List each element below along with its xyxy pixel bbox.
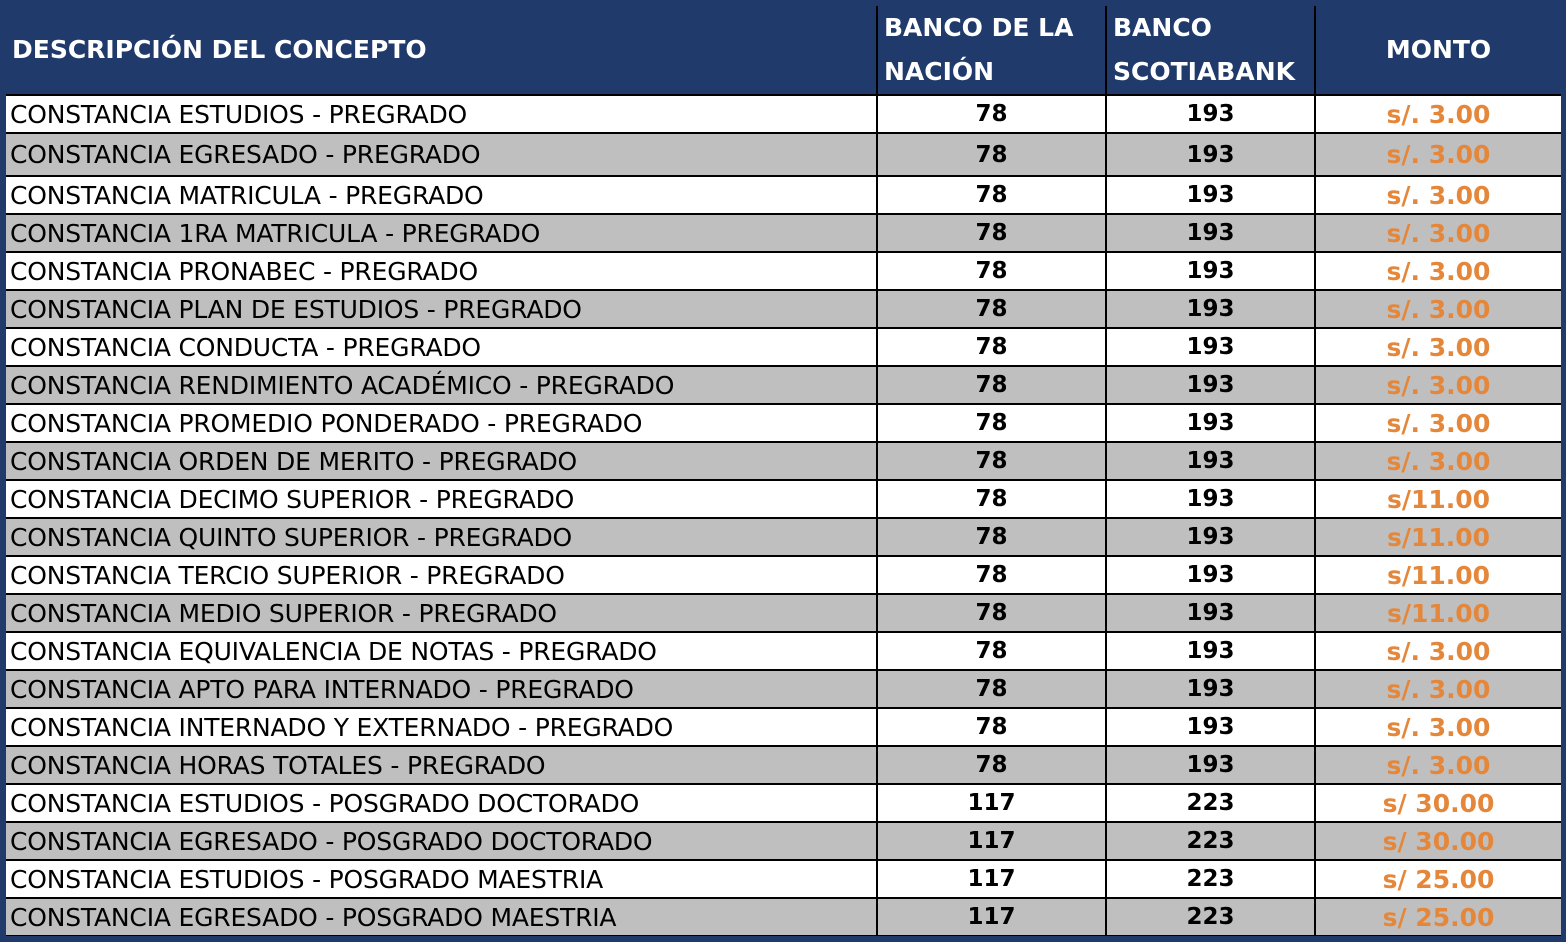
concept-cell: CONSTANCIA EGRESADO - PREGRADO	[6, 133, 877, 176]
banco-nacion-code-cell: 78	[877, 442, 1106, 480]
table-row	[6, 366, 1561, 404]
table-row	[6, 133, 1561, 176]
banco-nacion-code-cell: 78	[877, 670, 1106, 708]
scotiabank-code-cell: 223	[1106, 822, 1315, 860]
header-scotiabank-line1: BANCO	[1113, 13, 1212, 42]
table-row	[6, 518, 1561, 556]
table-row	[6, 594, 1561, 632]
header-scotiabank-line2: SCOTIABANK	[1113, 57, 1296, 86]
concept-cell: CONSTANCIA EGRESADO - POSGRADO DOCTORADO	[6, 822, 877, 860]
banco-nacion-code-cell: 78	[877, 133, 1106, 176]
monto-cell: s/ 30.00	[1315, 784, 1561, 822]
banco-nacion-code-cell: 78	[877, 632, 1106, 670]
table-body	[6, 95, 1561, 936]
banco-nacion-code-cell: 78	[877, 708, 1106, 746]
monto-cell: s/ 30.00	[1315, 822, 1561, 860]
monto-cell: s/. 3.00	[1315, 95, 1561, 133]
monto-cell: s/. 3.00	[1315, 366, 1561, 404]
banco-nacion-code-cell: 78	[877, 594, 1106, 632]
concept-cell: CONSTANCIA TERCIO SUPERIOR - PREGRADO	[6, 556, 877, 594]
concept-cell: CONSTANCIA DECIMO SUPERIOR - PREGRADO	[6, 480, 877, 518]
table-row	[6, 176, 1561, 214]
table-row	[6, 214, 1561, 252]
header-banco-nacion-line2: NACIÓN	[884, 57, 995, 86]
monto-cell: s/ 25.00	[1315, 898, 1561, 936]
scotiabank-code-cell: 193	[1106, 442, 1315, 480]
concept-cell: CONSTANCIA QUINTO SUPERIOR - PREGRADO	[6, 518, 877, 556]
scotiabank-code-cell: 193	[1106, 708, 1315, 746]
table-row	[6, 670, 1561, 708]
monto-cell: s/11.00	[1315, 480, 1561, 518]
scotiabank-code-cell: 193	[1106, 133, 1315, 176]
scotiabank-code-cell: 193	[1106, 95, 1315, 133]
concept-cell: CONSTANCIA PROMEDIO PONDERADO - PREGRADO	[6, 404, 877, 442]
concept-cell: CONSTANCIA ESTUDIOS - PREGRADO	[6, 95, 877, 133]
banco-nacion-code-cell: 78	[877, 95, 1106, 133]
table-row	[6, 290, 1561, 328]
concept-cell: CONSTANCIA HORAS TOTALES - PREGRADO	[6, 746, 877, 784]
concept-cell: CONSTANCIA ESTUDIOS - POSGRADO DOCTORADO	[6, 784, 877, 822]
header-banco-nacion-line1: BANCO DE LA	[884, 13, 1074, 42]
monto-cell: s/11.00	[1315, 518, 1561, 556]
concept-cell: CONSTANCIA PLAN DE ESTUDIOS - PREGRADO	[6, 290, 877, 328]
banco-nacion-code-cell: 78	[877, 290, 1106, 328]
banco-nacion-code-cell: 78	[877, 366, 1106, 404]
monto-cell: s/. 3.00	[1315, 442, 1561, 480]
banco-nacion-code-cell: 78	[877, 518, 1106, 556]
concept-cell: CONSTANCIA INTERNADO Y EXTERNADO - PREGRADO	[6, 708, 877, 746]
monto-cell: s/11.00	[1315, 556, 1561, 594]
header-banco-nacion	[877, 6, 1106, 95]
monto-cell: s/. 3.00	[1315, 176, 1561, 214]
scotiabank-code-cell: 193	[1106, 518, 1315, 556]
scotiabank-code-cell: 193	[1106, 366, 1315, 404]
scotiabank-code-cell: 193	[1106, 404, 1315, 442]
monto-cell: s/11.00	[1315, 594, 1561, 632]
table-row	[6, 95, 1561, 133]
concept-cell: CONSTANCIA ESTUDIOS - POSGRADO MAESTRIA	[6, 860, 877, 898]
table-row	[6, 860, 1561, 898]
banco-nacion-code-cell: 78	[877, 746, 1106, 784]
table-header-row	[6, 6, 1561, 95]
table-row	[6, 746, 1561, 784]
scotiabank-code-cell: 223	[1106, 898, 1315, 936]
scotiabank-code-cell: 193	[1106, 214, 1315, 252]
concept-cell: CONSTANCIA CONDUCTA - PREGRADO	[6, 328, 877, 366]
monto-cell: s/. 3.00	[1315, 746, 1561, 784]
banco-nacion-code-cell: 117	[877, 860, 1106, 898]
monto-cell: s/. 3.00	[1315, 632, 1561, 670]
table-row	[6, 784, 1561, 822]
table-row	[6, 708, 1561, 746]
scotiabank-code-cell: 193	[1106, 746, 1315, 784]
table-row	[6, 328, 1561, 366]
scotiabank-code-cell: 223	[1106, 860, 1315, 898]
monto-cell: s/. 3.00	[1315, 133, 1561, 176]
monto-cell: s/. 3.00	[1315, 214, 1561, 252]
banco-nacion-code-cell: 78	[877, 480, 1106, 518]
banco-nacion-code-cell: 78	[877, 328, 1106, 366]
banco-nacion-code-cell: 78	[877, 214, 1106, 252]
header-description: DESCRIPCIÓN DEL CONCEPTO	[6, 6, 877, 95]
concept-cell: CONSTANCIA EQUIVALENCIA DE NOTAS - PREGRADO	[6, 632, 877, 670]
table-row	[6, 442, 1561, 480]
scotiabank-code-cell: 193	[1106, 556, 1315, 594]
table-row	[6, 252, 1561, 290]
fee-table	[6, 6, 1561, 936]
header-scotiabank	[1106, 6, 1315, 95]
concept-cell: CONSTANCIA RENDIMIENTO ACADÉMICO - PREGRADO	[6, 366, 877, 404]
concept-cell: CONSTANCIA PRONABEC - PREGRADO	[6, 252, 877, 290]
scotiabank-code-cell: 193	[1106, 594, 1315, 632]
concept-cell: CONSTANCIA EGRESADO - POSGRADO MAESTRIA	[6, 898, 877, 936]
monto-cell: s/. 3.00	[1315, 404, 1561, 442]
concept-cell: CONSTANCIA 1RA MATRICULA - PREGRADO	[6, 214, 877, 252]
table-row	[6, 556, 1561, 594]
scotiabank-code-cell: 223	[1106, 784, 1315, 822]
scotiabank-code-cell: 193	[1106, 328, 1315, 366]
scotiabank-code-cell: 193	[1106, 176, 1315, 214]
monto-cell: s/. 3.00	[1315, 290, 1561, 328]
table-row	[6, 404, 1561, 442]
concept-cell: CONSTANCIA MATRICULA - PREGRADO	[6, 176, 877, 214]
scotiabank-code-cell: 193	[1106, 670, 1315, 708]
header-monto: MONTO	[1315, 6, 1561, 95]
monto-cell: s/ 25.00	[1315, 860, 1561, 898]
table-row	[6, 898, 1561, 936]
banco-nacion-code-cell: 78	[877, 556, 1106, 594]
table-row	[6, 632, 1561, 670]
scotiabank-code-cell: 193	[1106, 252, 1315, 290]
table-row	[6, 822, 1561, 860]
concept-cell: CONSTANCIA MEDIO SUPERIOR - PREGRADO	[6, 594, 877, 632]
banco-nacion-code-cell: 117	[877, 898, 1106, 936]
scotiabank-code-cell: 193	[1106, 632, 1315, 670]
fee-table-frame	[6, 6, 1561, 936]
monto-cell: s/. 3.00	[1315, 670, 1561, 708]
scotiabank-code-cell: 193	[1106, 290, 1315, 328]
monto-cell: s/. 3.00	[1315, 252, 1561, 290]
monto-cell: s/. 3.00	[1315, 328, 1561, 366]
banco-nacion-code-cell: 117	[877, 822, 1106, 860]
table-row	[6, 480, 1561, 518]
banco-nacion-code-cell: 78	[877, 176, 1106, 214]
monto-cell: s/. 3.00	[1315, 708, 1561, 746]
banco-nacion-code-cell: 78	[877, 252, 1106, 290]
scotiabank-code-cell: 193	[1106, 480, 1315, 518]
concept-cell: CONSTANCIA APTO PARA INTERNADO - PREGRADO	[6, 670, 877, 708]
banco-nacion-code-cell: 117	[877, 784, 1106, 822]
banco-nacion-code-cell: 78	[877, 404, 1106, 442]
concept-cell: CONSTANCIA ORDEN DE MERITO - PREGRADO	[6, 442, 877, 480]
